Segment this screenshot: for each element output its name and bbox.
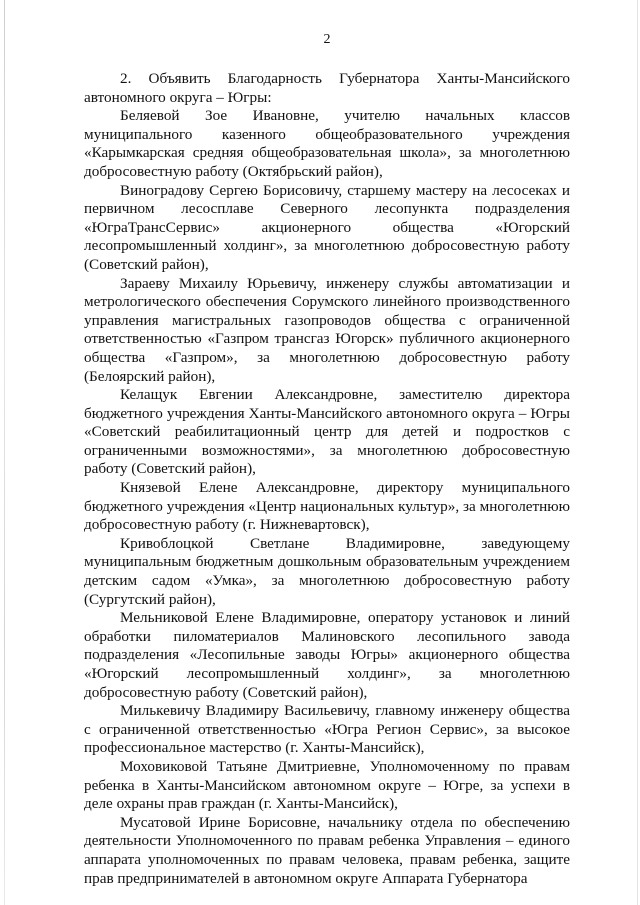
paragraph-intro: 2. Объявить Благодарность Губернатора Ханты-Мансийского автономного округа – Югры: [84,70,570,106]
page-number: 2 [323,32,331,47]
paragraph-award-entry: Зараеву Михаилу Юрьевичу, инженеру службы автоматизации и метрологического обеспечения Сорумского линейного производственного управления магистральных газопроводов общества с ограниченной ответственностью «Газпром трансгаз Югорск» публичного акционерного общества «Газпром», за многолетнюю добросовестную работу (Белоярский район), [84,274,570,385]
paragraph-award-entry: Виноградову Сергею Борисовичу, старшему мастеру на лесосеках и первичном лесосплаве Северного лесопункта подразделения «ЮграТрансСервис» акционерного общества «Югорский лесопромышленный холдинг», за многолетнюю добросовестную работу (Советский район), [84,181,570,273]
scan-edge-left [4,0,5,905]
paragraph-award-entry: Моховиковой Татьяне Дмитриевне, Уполномоченному по правам ребенка в Ханты-Мансийском автономном округе – Югре, за успехи в деле охраны прав граждан (г. Ханты-Мансийск), [84,757,570,813]
paragraph-award-entry: Мельниковой Елене Владимировне, оператору установок и линий обработки пиломатериалов Малиновского лесопильного завода подразделения «Лесопильные заводы Югры» акционерного общества «Югорский лесопромышленный холдинг», за многолетнюю добросовестную работу (Советский район), [84,609,570,701]
paragraph-award-entry: Беляевой Зое Ивановне, учителю начальных классов муниципального казенного общеобразовательного учреждения «Карымкарская средняя общеобразовательная школа», за многолетнюю добросовестную работу (Октябрьский район), [84,107,570,180]
paragraph-award-entry: Князевой Елене Александровне, директору муниципального бюджетного учреждения «Центр национальных культур», за многолетнюю добросовестную работу (г. Нижневартовск), [84,479,570,534]
paragraph-award-entry: Мусатовой Ирине Борисовне, начальнику отдела по обеспечению деятельности Уполномоченного по правам ребенка Управления – единого аппарата уполномоченных по правам человека, правам ребенка, защите прав предпринимателей в автономном округе Аппарата Губернатора [84,813,570,887]
paragraph-award-entry: Кривоблоцкой Светлане Владимировне, заведующему муниципальным бюджетным дошкольным образовательным учреждением детским садом «Умка», за многолетнюю добросовестную работу (Сургутский район), [84,534,570,608]
scan-edge-right [637,0,638,905]
document-body [84,70,570,888]
paragraph-award-entry: Милькевичу Владимиру Васильевичу, главному инженеру общества с ограниченной ответственностью «Югра Регион Сервис», за высокое профессиональное мастерство (г. Ханты-Мансийск), [84,702,570,757]
paragraph-award-entry: Келащук Евгении Александровне, заместителю директора бюджетного учреждения Ханты-Мансийского автономного округа – Югры «Советский реабилитационный центр для детей и подростков с ограниченными возможностями», за многолетнюю добросовестную работу (Советский район), [84,386,570,478]
